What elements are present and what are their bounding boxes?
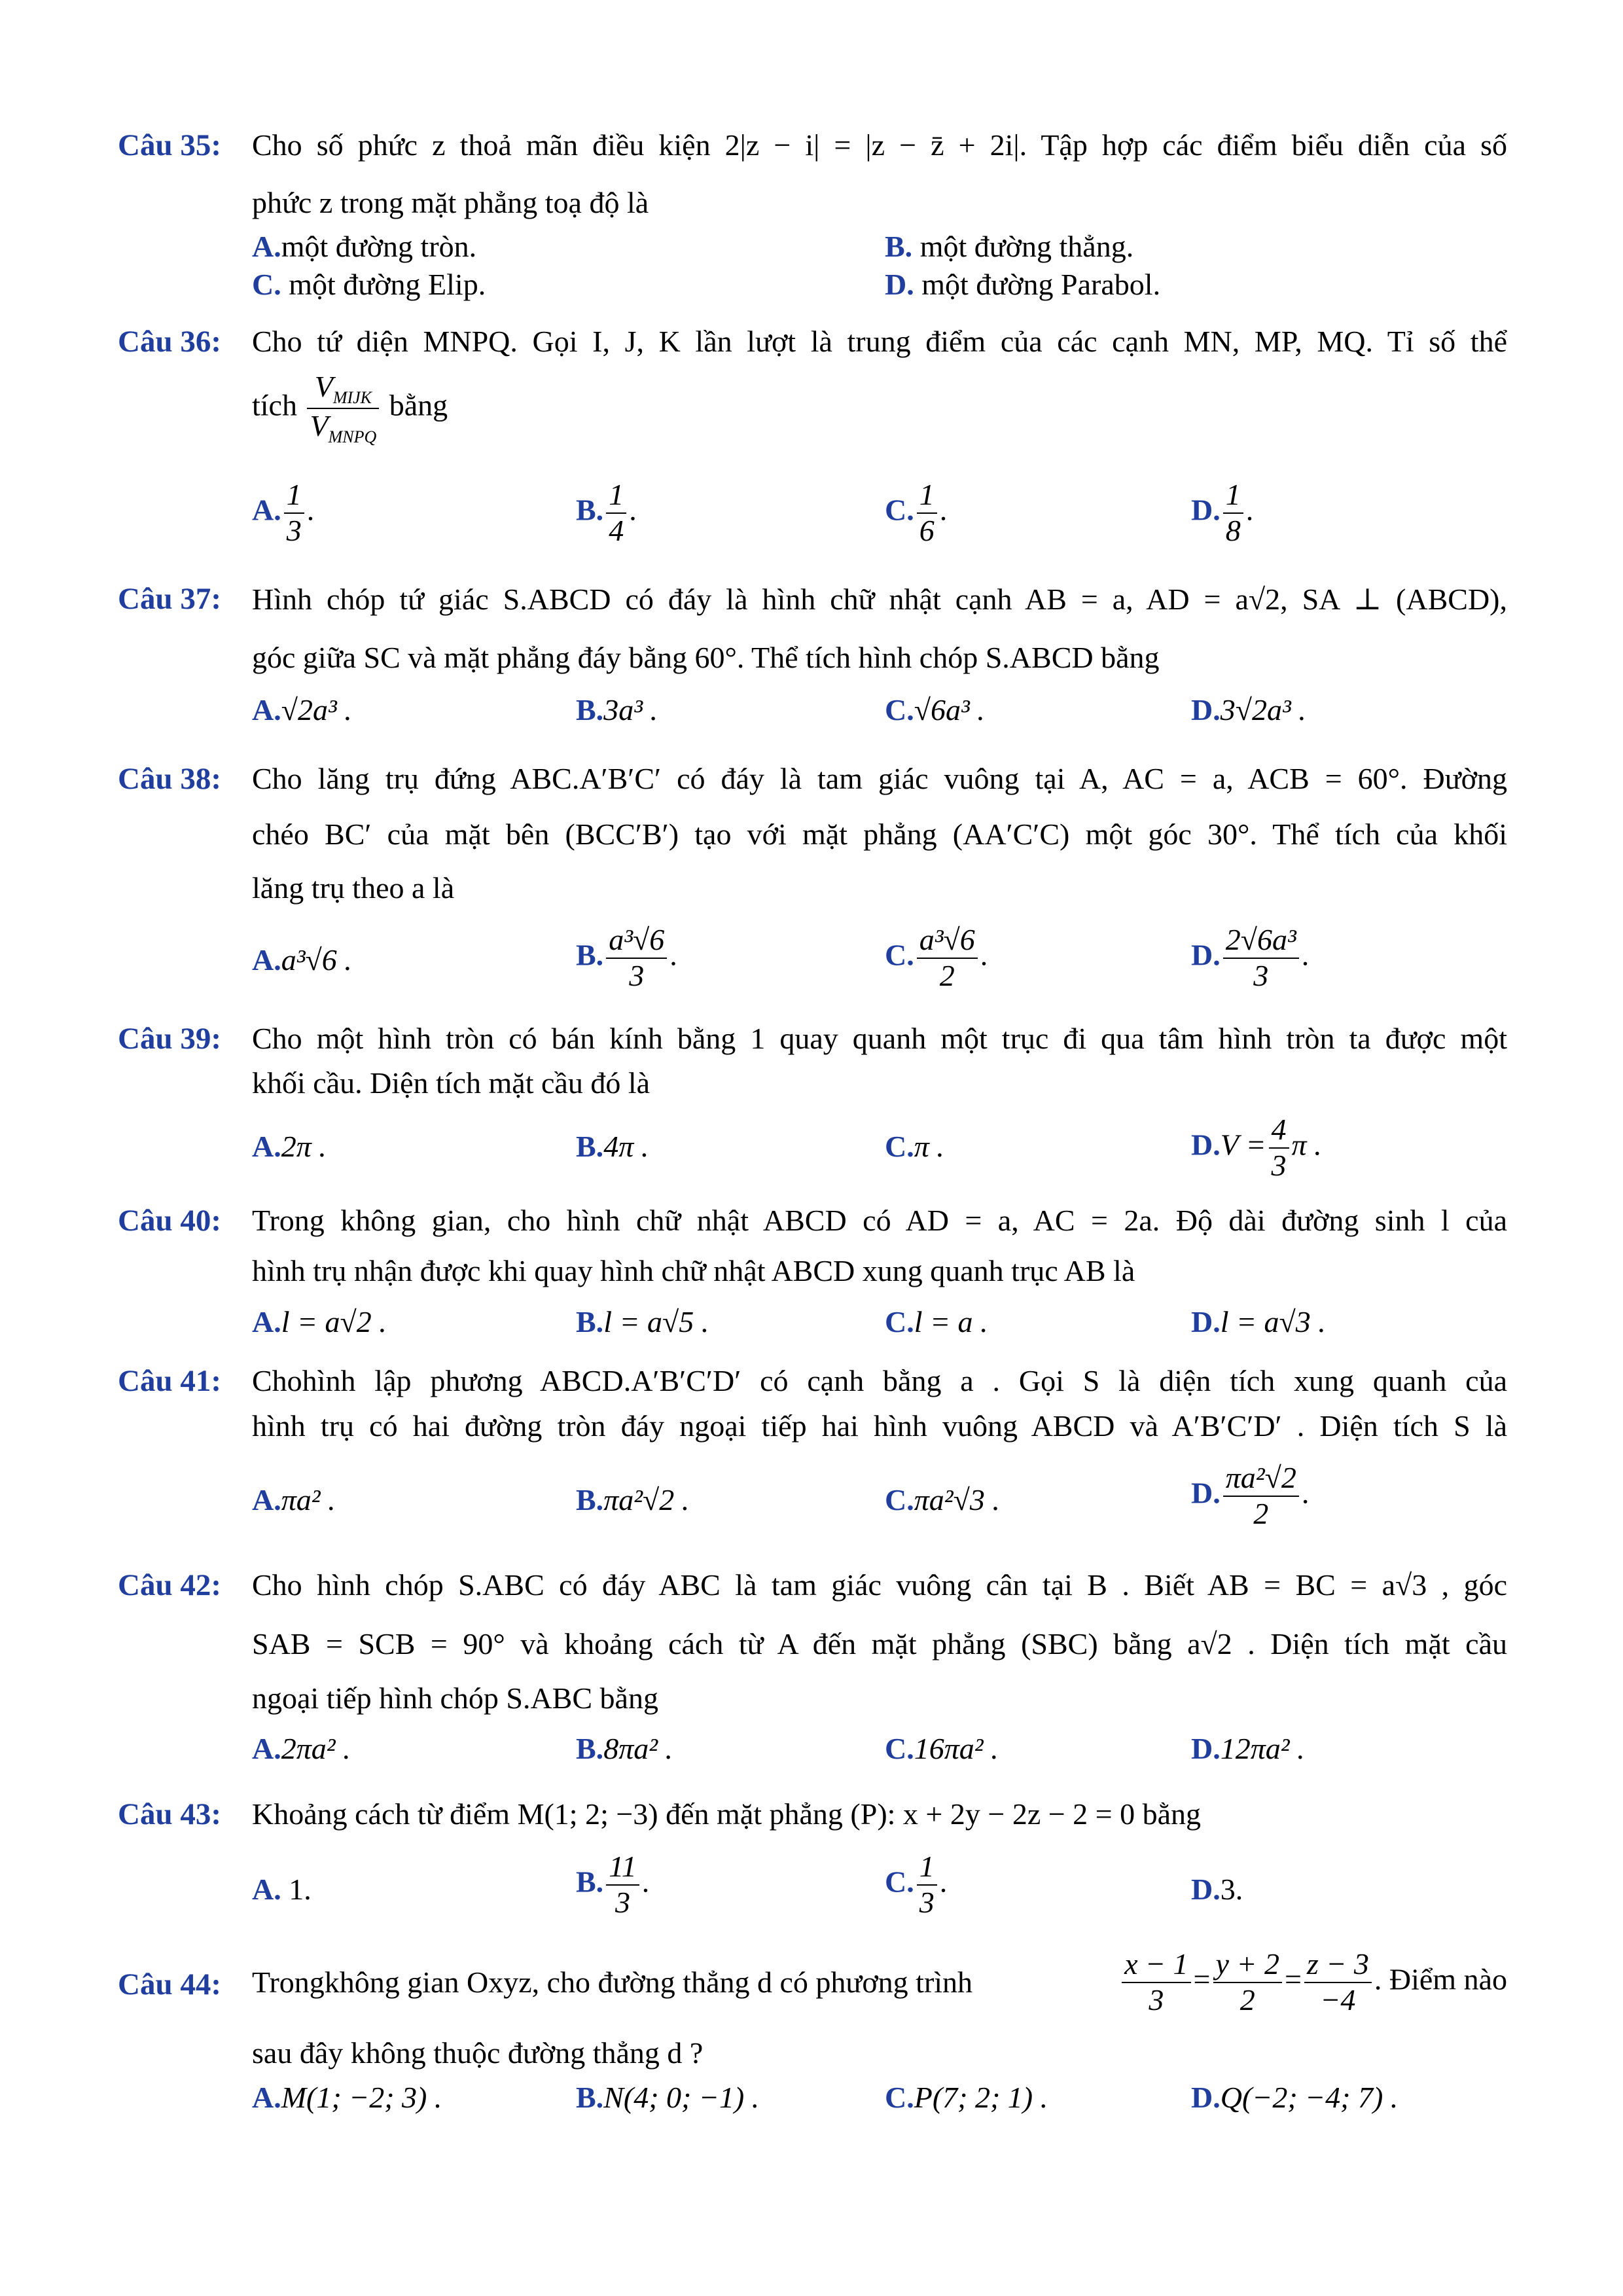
option-d[interactable]: D.3. <box>1191 1873 1243 1906</box>
question-text: lăng trụ theo a là <box>252 871 455 905</box>
option-b[interactable]: B. một đường thẳng. <box>885 230 1134 263</box>
option-d[interactable]: D. $\frac{\text{πa²√2}}{2}$ . <box>1191 1461 1310 1530</box>
question-text: Cho một hình tròn có bán kính bằng 1 quay quanh một trục đi qua tâm hình tròn ta được một <box>252 1022 1507 1055</box>
option-d[interactable]: D.12πa² . <box>1191 1732 1305 1765</box>
option-a[interactable]: A.πa² . <box>252 1483 336 1516</box>
question-text: sau đây không thuộc đường thẳng d ? <box>252 2036 704 2070</box>
question-text: tích $\frac{V_{MIJK}}{V_{MNPQ}}$ bằng <box>252 370 448 447</box>
question-label: Câu 43: <box>118 1797 221 1831</box>
question-label: Câu 44: <box>118 1967 221 2001</box>
question-text: Trongkhông gian Oxyz, cho đường thẳng d có phương trình $\frac{x - 1}{3}$ = $\frac{y + 2}{2}$ = $\frac{z - 3}{-4}$ . Điểm nào <box>252 1947 1507 2017</box>
question-label: Câu 39: <box>118 1022 221 1056</box>
option-d[interactable]: D.3√2a³ . <box>1191 693 1306 726</box>
option-a[interactable]: A.2πa² . <box>252 1732 351 1765</box>
volume-ratio: $\frac{V_{MIJK}}{V_{MNPQ}}$ <box>307 370 379 447</box>
option-a[interactable]: A. $\frac{1}{3}$ . <box>252 478 315 547</box>
option-b[interactable]: B. $\frac{1}{4}$ . <box>576 478 637 547</box>
option-d[interactable]: D.V = $\frac{4}{3}$ π . <box>1191 1113 1322 1182</box>
question-label: Câu 37: <box>118 582 221 616</box>
option-a[interactable]: A.2π . <box>252 1130 327 1163</box>
question-label: Câu 41: <box>118 1364 221 1398</box>
option-d[interactable]: D. $\frac{\text{2√6a³}}{3}$ . <box>1191 923 1310 992</box>
question-text: Khoảng cách từ điểm M(1; 2; −3) đến mặt phẳng (P): x + 2y − 2z − 2 = 0 bằng <box>252 1797 1202 1831</box>
question-text: góc giữa SC và mặt phẳng đáy bằng 60°. Thể tích hình chóp S.ABCD bằng <box>252 641 1160 674</box>
question-text: khối cầu. Diện tích mặt cầu đó là <box>252 1066 651 1100</box>
question-text: Hình chóp tứ giác S.ABCD có đáy là hình chữ nhật cạnh AB = a, AD = a√2, SA ⊥ (ABCD), <box>252 583 1507 616</box>
option-c[interactable]: C.l = a . <box>885 1305 988 1338</box>
question-text: Cho hình chóp S.ABC có đáy ABC là tam giác vuông cân tại B . Biết AB = BC = a√3 , góc <box>252 1568 1507 1602</box>
option-b[interactable]: B.3a³ . <box>576 693 658 726</box>
option-c[interactable]: C.πa²√3 . <box>885 1483 1000 1516</box>
question-text: Cho lăng trụ đứng ABC.A′B′C′ có đáy là tam giác vuông tại A, AC = a, ACB = 60°. Đường <box>252 762 1507 795</box>
question-text: Chohình lập phương ABCD.A′B′C′D′ có cạnh bằng a . Gọi S là diện tích xung quanh của <box>252 1364 1507 1397</box>
option-c[interactable]: C.√6a³ . <box>885 693 985 726</box>
option-b[interactable]: B.8πa² . <box>576 1732 673 1765</box>
option-b[interactable]: B. $\frac{\text{a³√6}}{3}$ . <box>576 923 677 992</box>
question-text: phức z trong mặt phẳng toạ độ là <box>252 186 649 219</box>
question-text: hình trụ nhận được khi quay hình chữ nhật ABCD xung quanh trục AB là <box>252 1254 1135 1287</box>
option-c[interactable]: C.π . <box>885 1130 944 1163</box>
option-c[interactable]: C.16πa² . <box>885 1732 999 1765</box>
option-b[interactable]: B.πa²√2 . <box>576 1483 690 1516</box>
option-b[interactable]: B. $\frac{11}{3}$ . <box>576 1850 650 1919</box>
option-a[interactable]: A.l = a√2 . <box>252 1305 387 1338</box>
option-a[interactable]: A.√2a³ . <box>252 693 352 726</box>
option-c[interactable]: C. $\frac{1}{3}$ . <box>885 1850 948 1919</box>
line-equation: $\frac{x - 1}{3}$ = $\frac{y + 2}{2}$ = $\frac{z - 3}{-4}$ . Điểm nào <box>1119 1947 1507 2018</box>
question-text: hình trụ có hai đường tròn đáy ngoại tiếp hai hình vuông ABCD và A′B′C′D′ . Diện tích S là <box>252 1409 1507 1443</box>
option-c[interactable]: C. một đường Elip. <box>252 268 486 301</box>
question-label: Câu 40: <box>118 1204 221 1238</box>
option-d[interactable]: D.Q(−2; −4; 7) . <box>1191 2081 1399 2114</box>
question-text: Cho số phức z thoả mãn điều kiện 2|z − i| = |z − z̄ + 2i|. Tập hợp các điểm biểu diễn của số <box>252 128 1507 162</box>
question-label: Câu 36: <box>118 325 221 359</box>
question-text: SAB = SCB = 90° và khoảng cách từ A đến mặt phẳng (SBC) bằng a√2 . Diện tích mặt cầu <box>252 1627 1507 1660</box>
option-d[interactable]: D. một đường Parabol. <box>885 268 1161 301</box>
question-label: Câu 38: <box>118 762 221 796</box>
question-text: chéo BC′ của mặt bên (BCC′B′) tạo với mặt phẳng (AA′C′C) một góc 30°. Thể tích của khối <box>252 817 1507 851</box>
option-d[interactable]: D. $\frac{1}{8}$ . <box>1191 478 1254 547</box>
option-b[interactable]: B.N(4; 0; −1) . <box>576 2081 760 2114</box>
question-label: Câu 42: <box>118 1568 221 1602</box>
option-a[interactable]: A. 1. <box>252 1873 312 1906</box>
option-b[interactable]: B.l = a√5 . <box>576 1305 709 1338</box>
option-c[interactable]: C. $\frac{\text{a³√6}}{2}$ . <box>885 923 988 992</box>
question-label: Câu 35: <box>118 128 221 162</box>
option-a[interactable]: A.M(1; −2; 3) . <box>252 2081 442 2114</box>
question-text: Trong không gian, cho hình chữ nhật ABCD có AD = a, AC = 2a. Độ dài đường sinh l của <box>252 1204 1507 1237</box>
question-text: ngoại tiếp hình chóp S.ABC bằng <box>252 1681 658 1715</box>
option-a[interactable]: A.a³√6 . <box>252 943 352 977</box>
option-c[interactable]: C. $\frac{1}{6}$ . <box>885 478 948 547</box>
option-d[interactable]: D.l = a√3 . <box>1191 1305 1326 1338</box>
question-text: Cho tứ diện MNPQ. Gọi I, J, K lần lượt là trung điểm của các cạnh MN, MP, MQ. Tỉ số thể <box>252 325 1507 358</box>
option-c[interactable]: C.P(7; 2; 1) . <box>885 2081 1048 2114</box>
option-a[interactable]: A.một đường tròn. <box>252 230 477 263</box>
option-b[interactable]: B.4π . <box>576 1130 649 1163</box>
